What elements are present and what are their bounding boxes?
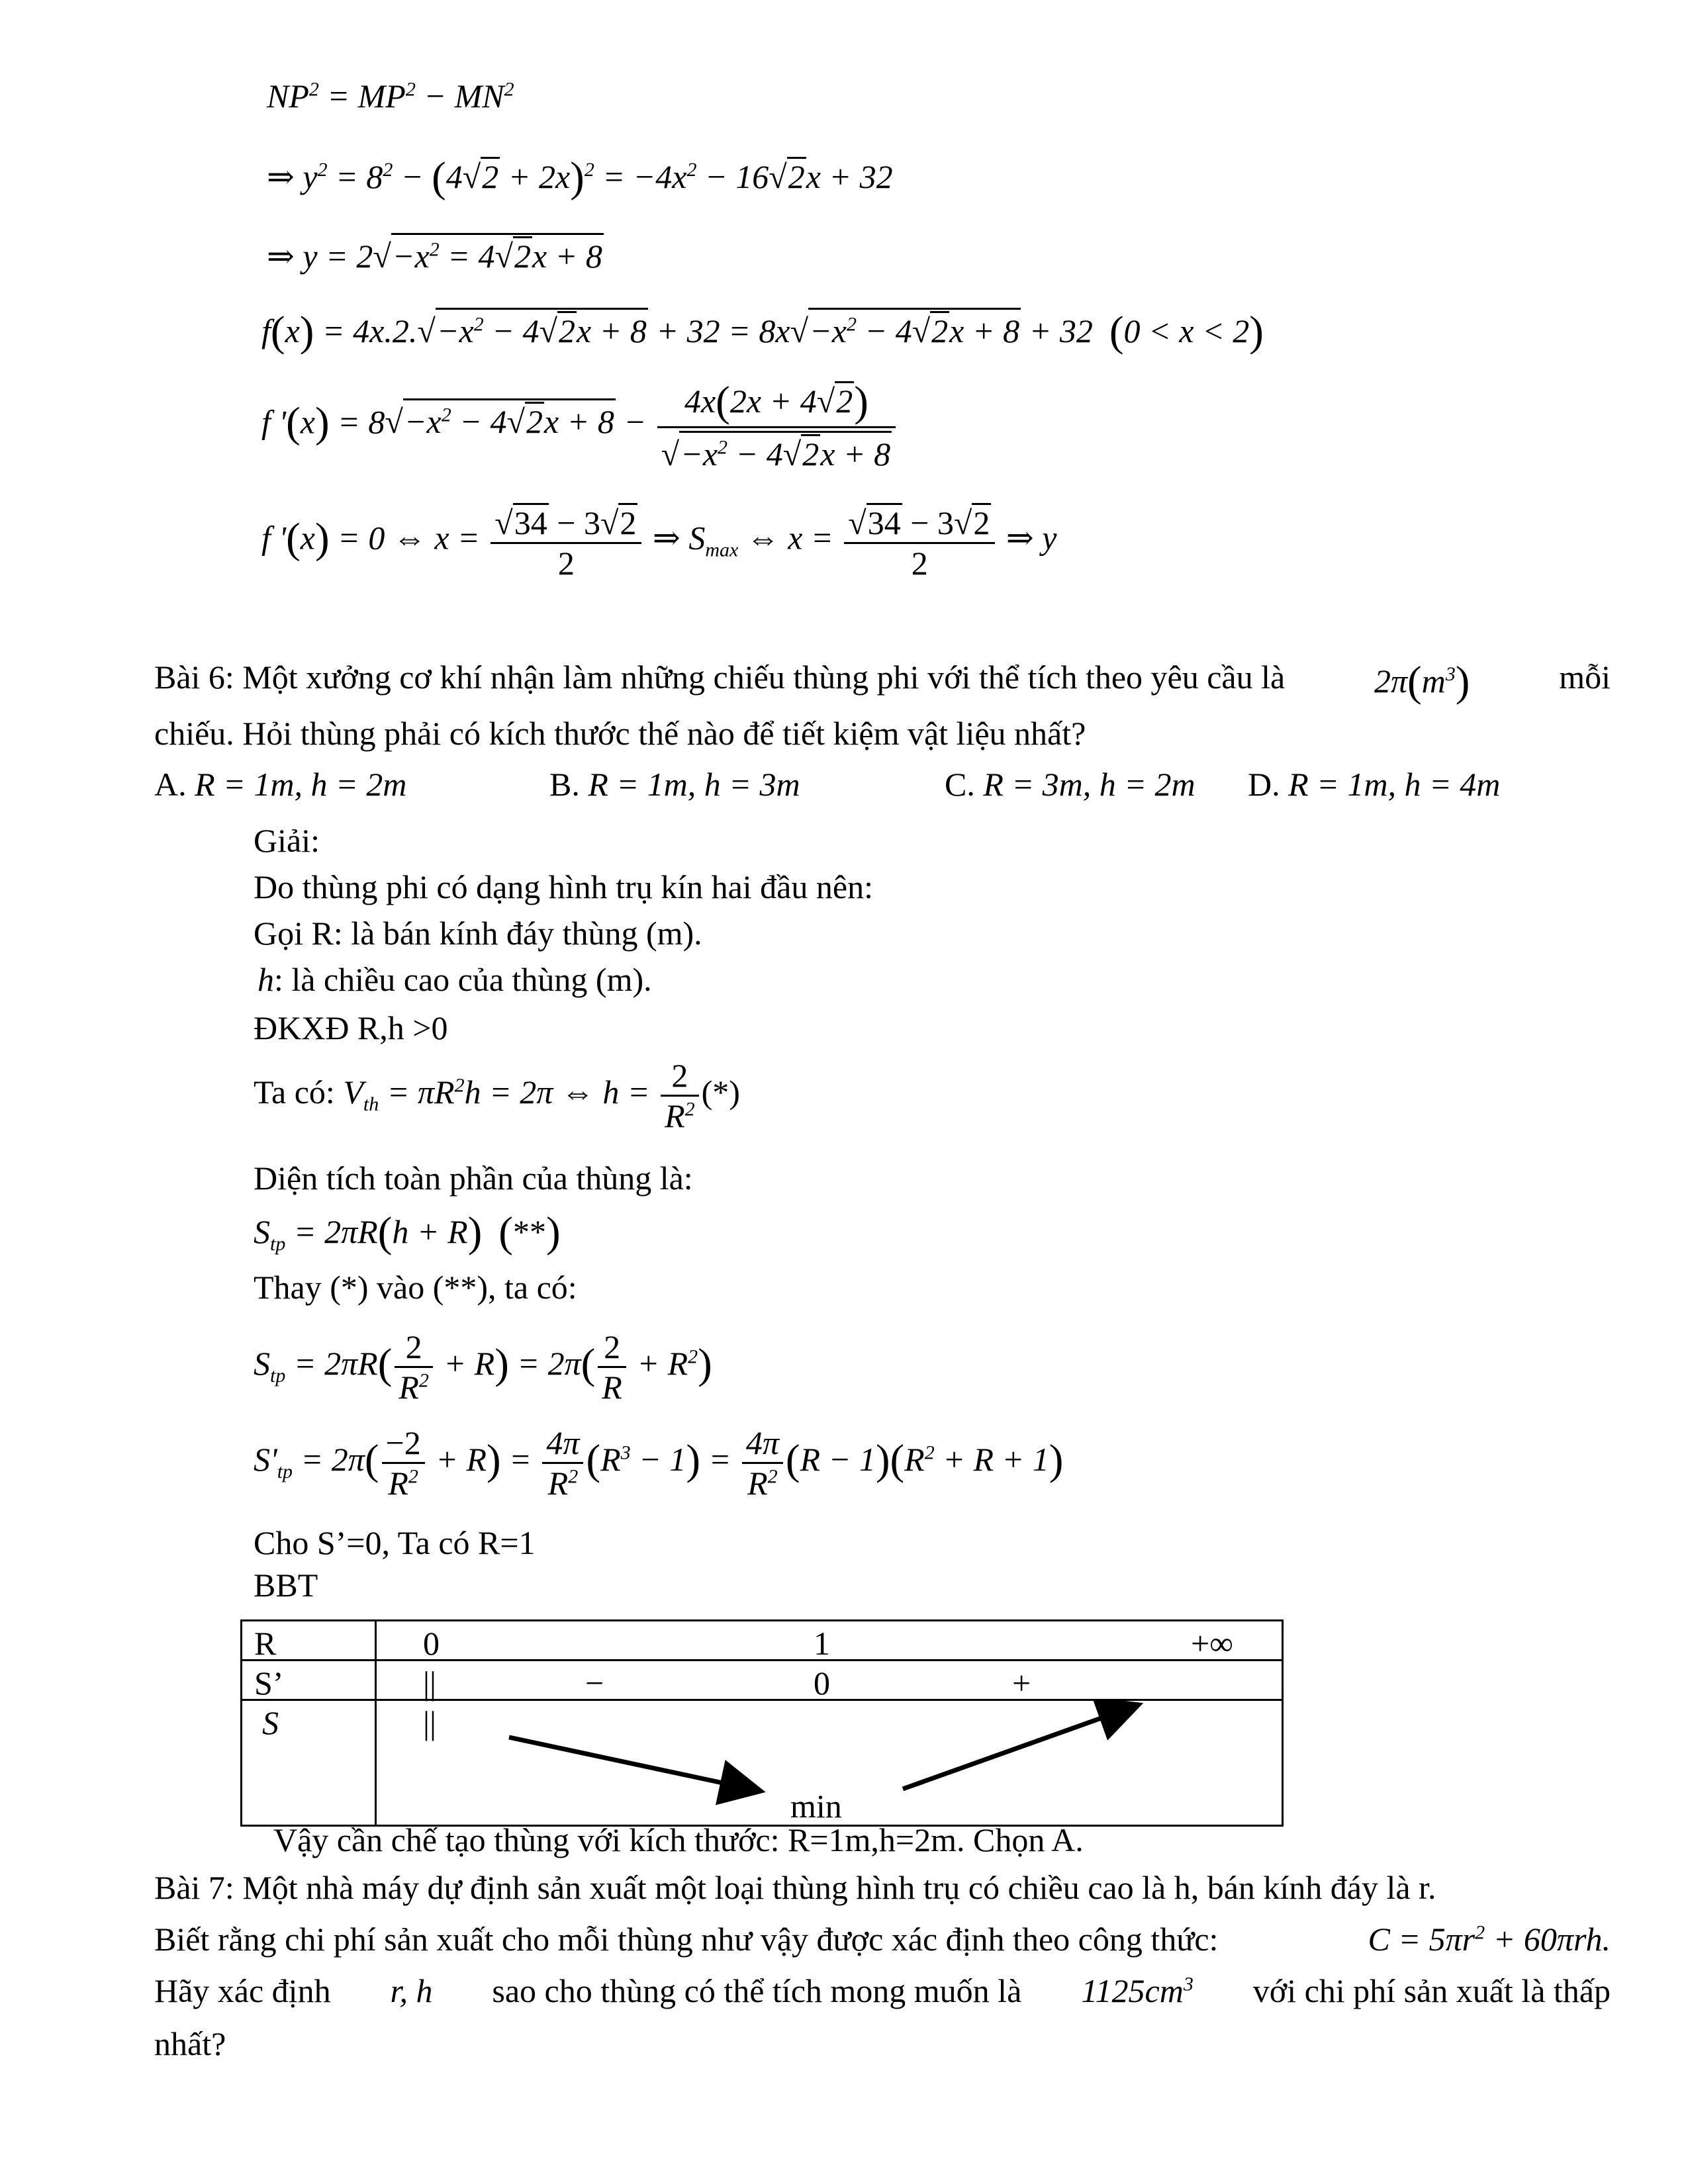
equation-line: f '(x) = 0 ⇔ x = $\frac{√34 - 3√2}{2}$ ⇒ $S_{max}$ ⇔ x = $\frac{√34 - 3√2}{2}$ ⇒ y <box>261 504 1057 582</box>
problem-7-line-2: Biết rằng chi phí sản xuất cho mỗi thùng như vậy được xác định theo công thức: $C = 5\pi r^2 + 60\pi rh$. <box>154 1921 1611 1958</box>
solution-line: Gọi R: là bán kính đáy thùng (m). <box>254 915 702 952</box>
table-cell: R <box>242 1621 376 1661</box>
problem-6-line-2: chiếu. Hỏi thùng phải có kích thước thế nào để tiết kiệm vật liệu nhất? <box>154 715 1086 752</box>
solution-line: Diện tích toàn phần của thùng là: <box>254 1160 693 1197</box>
solution-line: Thay (*) vào (**), ta có: <box>254 1269 577 1306</box>
problem-6-text: Bài 6: Một xưởng cơ khí nhận làm những chiếu thùng phi với thể tích theo yêu cầu là <box>154 659 1286 696</box>
volume-formula: $2\pi(m^3)$ <box>1374 658 1470 705</box>
table-cell: S’ <box>242 1661 376 1700</box>
option-b: B. R = 1m, h = 3m <box>549 766 800 803</box>
table-row <box>242 1661 1283 1700</box>
problem-7-line-1: Bài 7: Một nhà máy dự định sản xuất một loại thùng hình trụ có chiều cao là h, bán kính đáy là r. <box>154 1869 1436 1906</box>
equation-line: ⇒ $y = 2√-x^2 = 4√2x + 8$ <box>267 233 604 273</box>
option-a: A. R = 1m, h = 2m <box>154 766 407 803</box>
decreasing-arrow <box>509 1737 757 1790</box>
cost-formula: $C = 5\pi r^2 + 60\pi rh$. <box>1368 1921 1611 1958</box>
equation-line: f '$(x) = 8√-x^2 - 4√2x + 8$ − $\frac{4x(2x + 4√2)}{√-x^2 - 4√2x + 8}$ <box>261 381 898 471</box>
table-cell: || − 0 + <box>376 1661 1283 1700</box>
increasing-arrow <box>903 1706 1135 1789</box>
problem-6-text-end: mỗi <box>1559 659 1611 696</box>
solution-line: Do thùng phi có dạng hình trụ kín hai đầu nên: <box>254 868 873 905</box>
surface-substituted: $S_{tp} = 2\pi R$( $\frac{2}{R^2}$ + R) = 2π( $\frac{2}{R}$ + $R^2$) <box>254 1328 712 1406</box>
solution-line: ĐKXĐ R,h >0 <box>254 1009 448 1046</box>
surface-derivative: $S'_{tp} = 2\pi$( $\frac{-2}{R^2}$ + R) = $\frac{4\pi}{R^2}$ $(R^3 - 1)$ = $\frac{4\pi}{R^2}$ $(R - 1)(R^2 + R + 1)$ <box>254 1424 1064 1502</box>
solution-line: h: là chiều cao của thùng (m). <box>258 961 652 998</box>
equation-line: $f(x) = 4x.2.√-x^2 - 4√2x + 8 + 32 = 8x√-x^2 - 4√2x + 8 + 32$ (0 < x < 2) <box>261 308 1264 356</box>
equation-line: $NP^2 = MP^2 - MN^2$ <box>267 77 514 114</box>
bbt-heading: BBT <box>254 1567 318 1604</box>
table-row <box>242 1621 1283 1661</box>
volume-equation: Ta có: $V_{th} = \pi R^2h = 2\pi$ ⇔ h = $\frac{2}{R^2}$ (*) <box>254 1057 740 1134</box>
solution-line: Cho S’=0, Ta có R=1 <box>254 1524 536 1561</box>
problem-7-line-4: nhất? <box>154 2025 226 2062</box>
table-cell: 0 1 +∞ <box>376 1621 1283 1661</box>
variation-table <box>240 1619 1284 1827</box>
conclusion: Vậy cần chế tạo thùng với kích thước: R=1m,h=2m. Chọn A. <box>273 1821 1084 1858</box>
variation-arrows <box>377 1701 1285 1827</box>
table-cell: || min <box>376 1700 1283 1826</box>
table-row <box>242 1700 1283 1826</box>
option-c: C. R = 3m, h = 2m <box>945 766 1196 803</box>
table-cell: S <box>242 1700 376 1826</box>
solution-heading: Giải: <box>254 822 320 859</box>
equation-line: ⇒ $y^2 = 8^2 - (4√2 + 2x)^2 = -4x^2 - 16√2x + 32$ <box>267 154 893 201</box>
problem-6-line-1 <box>154 660 1611 704</box>
option-d: D. R = 1m, h = 4m <box>1248 766 1501 803</box>
problem-7-line-3: Hãy xác định r, h sao cho thùng có thể tích mong muốn là $1125cm^3$ với chi phí sản xuất là thấp <box>154 1972 1611 2009</box>
surface-equation: $S_{tp} = 2\pi R(h + R)$ (**) <box>254 1208 561 1256</box>
